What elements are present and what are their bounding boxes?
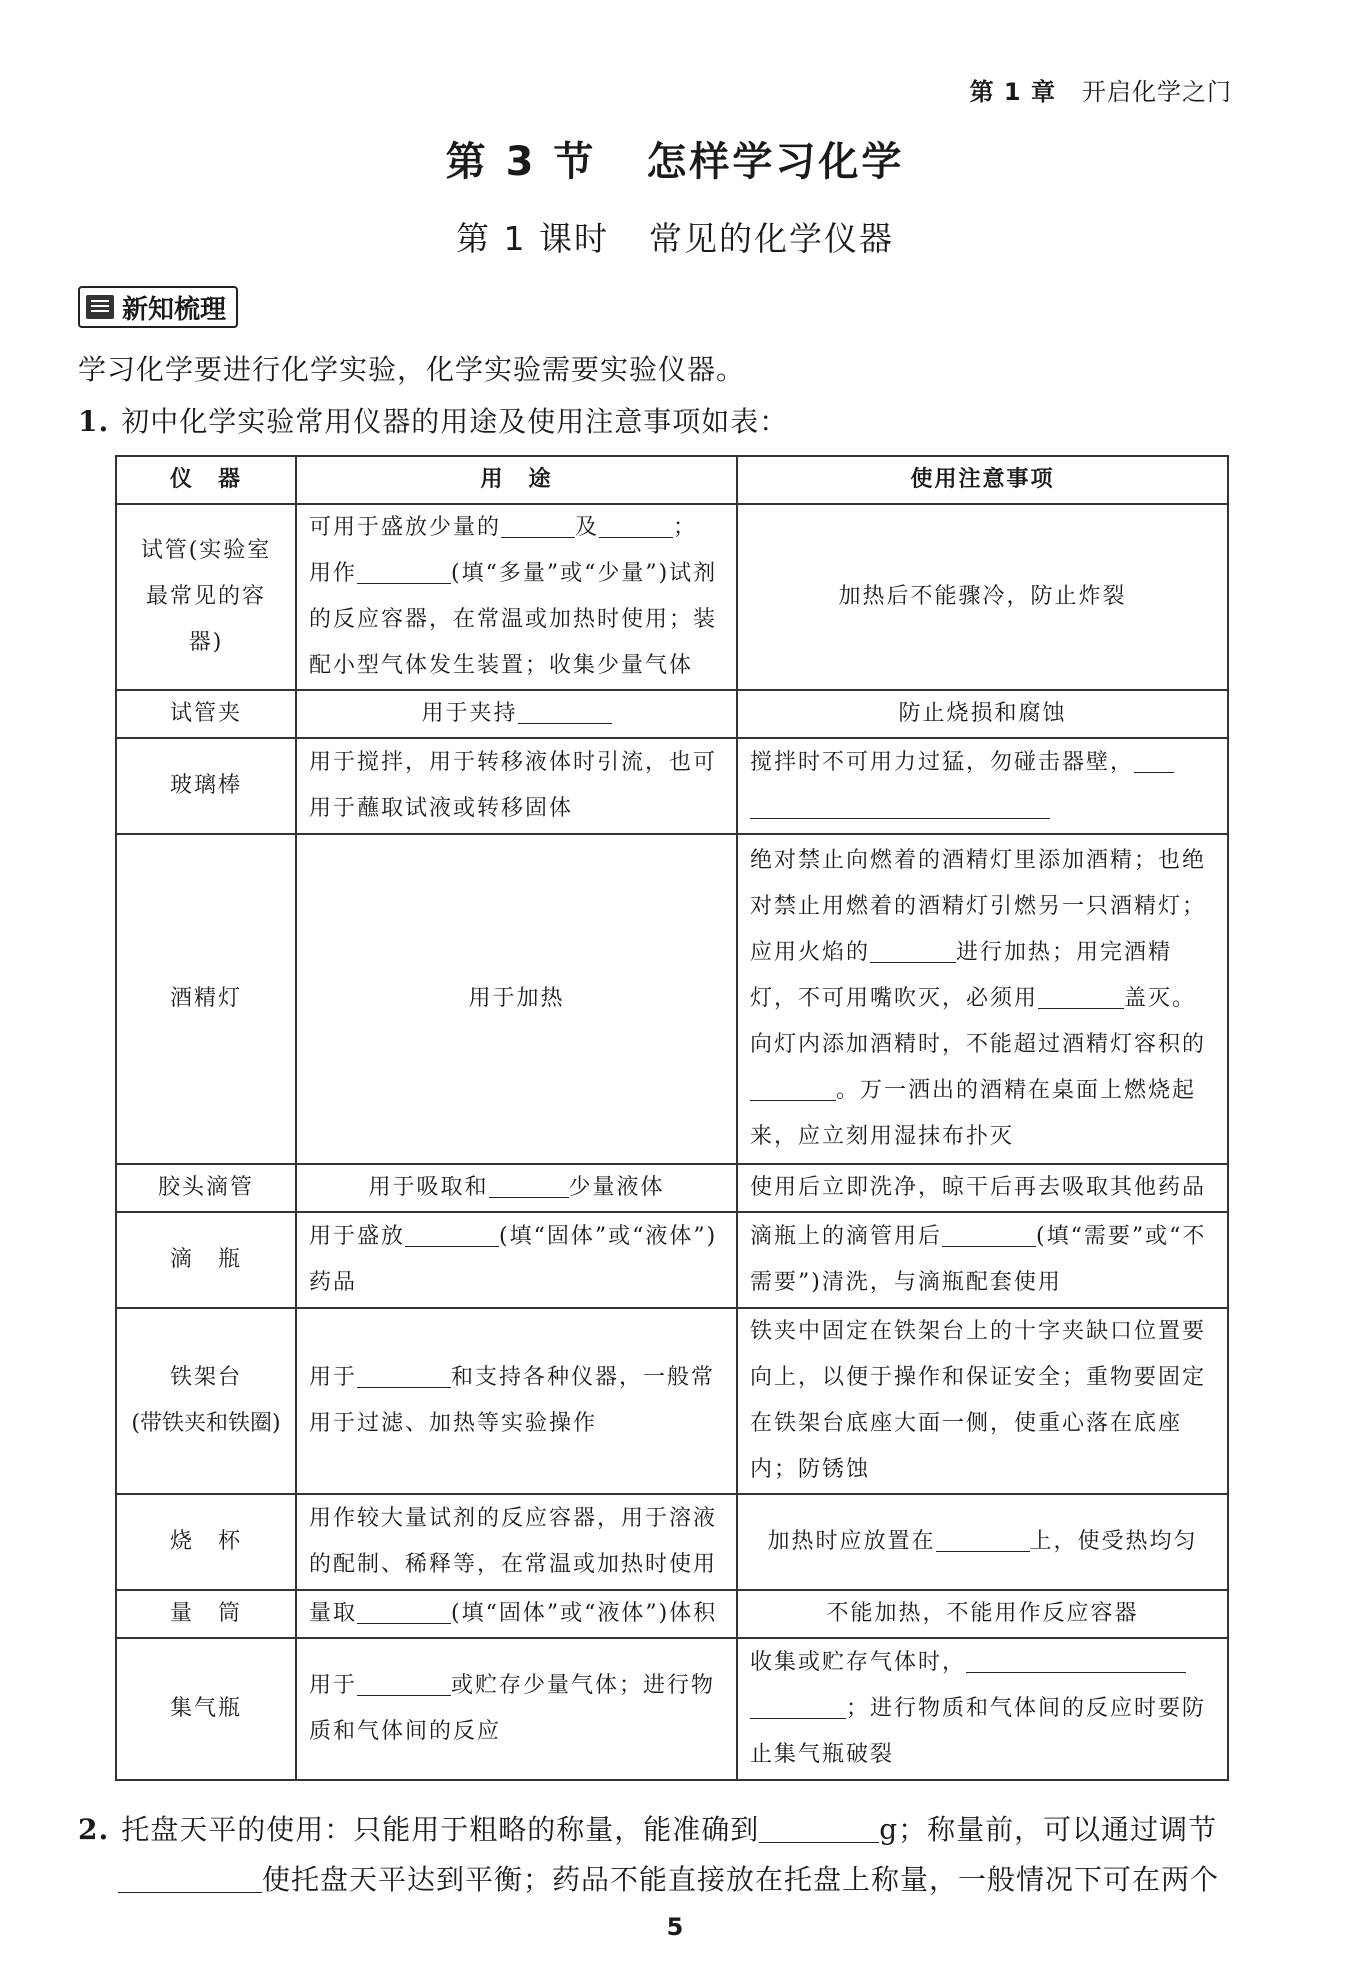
chapter-title: 开启化学之门 bbox=[1082, 78, 1232, 106]
instrument-name: 烧 杯 bbox=[116, 1494, 296, 1590]
instrument-name: 玻璃棒 bbox=[116, 738, 296, 834]
table-row bbox=[116, 1494, 1228, 1590]
answer-blank[interactable] bbox=[936, 1527, 1030, 1552]
instrument-use: 用于夹持 bbox=[296, 690, 737, 738]
lesson-title bbox=[0, 213, 1350, 260]
instrument-name: 胶头滴管 bbox=[116, 1164, 296, 1212]
table-row bbox=[116, 738, 1228, 834]
table-row bbox=[116, 1590, 1228, 1638]
answer-blank[interactable] bbox=[518, 699, 612, 724]
header-notes: 使用注意事项 bbox=[737, 456, 1228, 504]
instrument-name: 试管夹 bbox=[116, 690, 296, 738]
table-row bbox=[116, 1308, 1228, 1494]
section-label-box bbox=[78, 286, 238, 328]
instrument-use: 用作较大量试剂的反应容器，用于溶液的配制、稀释等，在常温或加热时使用 bbox=[296, 1494, 737, 1590]
instrument-name: 滴 瓶 bbox=[116, 1212, 296, 1308]
answer-blank[interactable] bbox=[750, 1076, 836, 1101]
table-row bbox=[116, 690, 1228, 738]
instrument-name: 集气瓶 bbox=[116, 1638, 296, 1780]
answer-blank[interactable] bbox=[750, 794, 1050, 819]
header-use: 用 途 bbox=[296, 456, 737, 504]
item-2-number: 2. bbox=[78, 1813, 110, 1846]
answer-blank[interactable] bbox=[118, 1866, 262, 1893]
table-header-row bbox=[116, 456, 1228, 504]
intro-paragraph: 学习化学要进行化学实验，化学实验需要实验仪器。 bbox=[78, 353, 746, 386]
instrument-note: 加热时应放置在 上，使受热均匀 bbox=[737, 1494, 1228, 1590]
instrument-note: 收集或贮存气体时， ；进行物质和气体间的反应时要防止集气瓶破裂 bbox=[737, 1638, 1228, 1780]
answer-blank[interactable] bbox=[966, 1648, 1186, 1673]
table-row bbox=[116, 1212, 1228, 1308]
instrument-use: 用于搅拌，用于转移液体时引流，也可用于蘸取试液或转移固体 bbox=[296, 738, 737, 834]
lesson-number: 第 1 课时 bbox=[456, 219, 609, 258]
instrument-name: 酒精灯 bbox=[116, 834, 296, 1164]
answer-blank[interactable] bbox=[870, 938, 956, 963]
answer-blank[interactable] bbox=[1038, 984, 1124, 1009]
notebook-icon bbox=[86, 295, 114, 319]
instrument-note: 绝对禁止向燃着的酒精灯里添加酒精；也绝对禁止用燃着的酒精灯引燃另一只酒精灯；应用火焰的 进行加热；用完酒精灯，不可用嘴吹灭，必须用 盖灭。向灯内添加酒精时，不能超过酒精灯容积的。万一洒出的酒精在桌面上燃烧起来，应立刻用湿抹布扑灭 bbox=[737, 834, 1228, 1164]
instrument-note: 铁夹中固定在铁架台上的十字夹缺口位置要向上，以便于操作和保证安全；重物要固定在铁架台底座大面一侧，使重心落在底座内；防锈蚀 bbox=[737, 1308, 1228, 1494]
instrument-use: 可用于盛放少量的 及 ； 用作 (填“多量”或“少量”)试剂的反应容器，在常温或加热时使用；装配小型气体发生装置；收集少量气体 bbox=[296, 504, 737, 690]
instrument-use: 用于盛放 (填“固体”或“液体”)药品 bbox=[296, 1212, 737, 1308]
section-title bbox=[0, 130, 1350, 187]
instrument-note: 不能加热，不能用作反应容器 bbox=[737, 1590, 1228, 1638]
answer-blank[interactable] bbox=[357, 1671, 451, 1696]
instrument-note: 加热后不能骤冷，防止炸裂 bbox=[737, 504, 1228, 690]
chapter-number: 第 1 章 bbox=[969, 78, 1056, 106]
answer-blank[interactable] bbox=[357, 559, 451, 584]
item-1-text: 初中化学实验常用仪器的用途及使用注意事项如表： bbox=[121, 405, 789, 438]
page-number: 5 bbox=[666, 1913, 684, 1941]
instrument-name: 铁架台 (带铁夹和铁圈) bbox=[116, 1308, 296, 1494]
instrument-table bbox=[115, 455, 1229, 1781]
instrument-name: 量 筒 bbox=[116, 1590, 296, 1638]
instrument-use: 用于 和支持各种仪器，一般常用于过滤、加热等实验操作 bbox=[296, 1308, 737, 1494]
instrument-use: 用于 或贮存少量气体；进行物质和气体间的反应 bbox=[296, 1638, 737, 1780]
item-2-line-1: 2. 托盘天平的使用：只能用于粗略的称量，能准确到 g；称量前，可以通过调节 bbox=[78, 1813, 1218, 1846]
answer-blank[interactable] bbox=[489, 1173, 569, 1198]
instrument-use: 量取 (填“固体”或“液体”)体积 bbox=[296, 1590, 737, 1638]
header-instrument: 仪 器 bbox=[116, 456, 296, 504]
answer-blank[interactable] bbox=[1134, 748, 1174, 773]
item-1-number: 1. bbox=[78, 405, 110, 438]
instrument-use: 用于吸取和 少量液体 bbox=[296, 1164, 737, 1212]
answer-blank[interactable] bbox=[357, 1599, 451, 1624]
answer-blank[interactable] bbox=[501, 513, 575, 538]
answer-blank[interactable] bbox=[357, 1363, 451, 1388]
answer-blank[interactable] bbox=[405, 1222, 499, 1247]
answer-blank[interactable] bbox=[599, 513, 673, 538]
lesson-name: 常见的化学仪器 bbox=[648, 219, 894, 258]
section-number: 第 3 节 bbox=[445, 139, 597, 185]
answer-blank[interactable] bbox=[759, 1816, 879, 1843]
table-row bbox=[116, 504, 1228, 690]
instrument-note: 滴瓶上的滴管用后 (填“需要”或“不需要”)清洗，与滴瓶配套使用 bbox=[737, 1212, 1228, 1308]
instrument-use: 用于加热 bbox=[296, 834, 737, 1164]
section-label-text: 新知梳理 bbox=[122, 294, 227, 325]
table-row bbox=[116, 834, 1228, 1164]
instrument-note: 防止烧损和腐蚀 bbox=[737, 690, 1228, 738]
answer-blank[interactable] bbox=[942, 1222, 1036, 1247]
answer-blank[interactable] bbox=[750, 1694, 846, 1719]
running-header bbox=[970, 72, 1232, 107]
section-name: 怎样学习化学 bbox=[646, 139, 905, 185]
table-row bbox=[116, 1164, 1228, 1212]
item-1 bbox=[78, 400, 788, 440]
item-2-line-2: 使托盘天平达到平衡；药品不能直接放在托盘上称量，一般情况下可在两个 bbox=[118, 1858, 1219, 1898]
instrument-name: 试管(实验室最常见的容器) bbox=[116, 504, 296, 690]
table-row bbox=[116, 1638, 1228, 1780]
instrument-note: 使用后立即洗净，晾干后再去吸取其他药品 bbox=[737, 1164, 1228, 1212]
instrument-note: 搅拌时不可用力过猛，勿碰击器壁， bbox=[737, 738, 1228, 834]
